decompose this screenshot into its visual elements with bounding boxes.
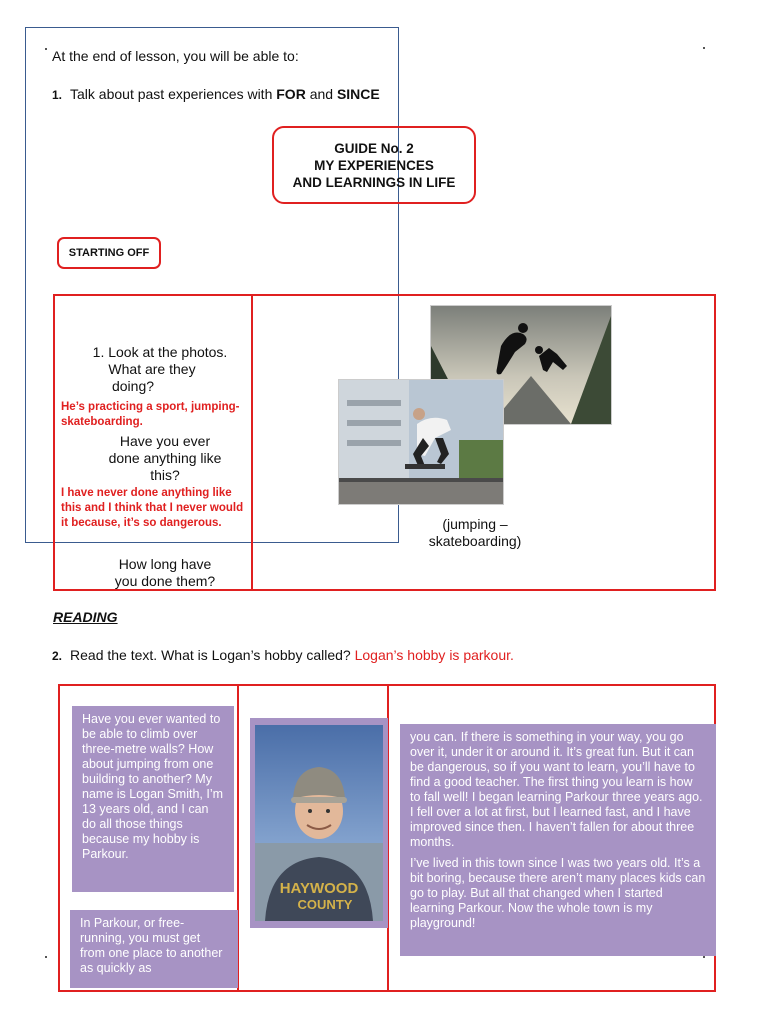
caption-line2: skateboarding) (428, 533, 522, 549)
objective-for: FOR (276, 86, 306, 102)
story-paragraph-2: I’ve lived in this town since I was two years old. It’s a bit boring, because there aren’t many places kids can go to play. But all that changed when I started learning Parkour. Now the whole town is my playground! (410, 856, 706, 930)
guide-title-line2: MY EXPERIENCES (314, 157, 434, 173)
margin-dot (45, 956, 47, 958)
question-3-line1: How long have (118, 556, 212, 572)
reading-question (52, 647, 514, 663)
question-1 (85, 344, 235, 395)
question-number: 2. (52, 649, 63, 663)
hoodie-text-line2: COUNTY (297, 897, 353, 912)
objective-since: SINCE (336, 86, 380, 102)
hoodie-text-line1: HAYWOOD (279, 880, 359, 897)
text-block-intro: Have you ever wanted to be able to climb over three-metre walls? How about jumping from one building to another? My name is Logan Smith, I’m 13 years old, and I can do all those things because my hobby is Parkour. (72, 706, 234, 892)
answer-2: I have never done anything like this and I think that I never would it because, it’s so dangerous. (61, 487, 244, 529)
objective-1 (52, 86, 380, 102)
question-1-line3: doing? (111, 378, 155, 394)
question-text: Read the text. What is Logan’s hobby called? (70, 647, 355, 663)
photo-caption (415, 516, 535, 550)
margin-dot (703, 47, 705, 49)
question-2 (85, 433, 245, 484)
reading-heading: READING (53, 609, 118, 625)
story-paragraph-1: you can. If there is something in your way, you go over it, under it or around it. It’s great fun. But it can be dangerous, so if you want to learn, you’ll have to find a good teacher. The first thing you learn is how to fall well! I began learning Parkour three years ago. I fell over a lot at first, but I learned fast, and I have improved since then. I haven’t fallen for about three months. (410, 730, 703, 849)
text-block-story (400, 724, 716, 956)
parkour-photo-jump (339, 380, 503, 504)
text-block-parkour: In Parkour, or free-running, you must get from one place to another as quickly as (70, 910, 238, 988)
question-3 (95, 556, 235, 590)
intro-text: At the end of lesson, you will be able to: (52, 48, 299, 64)
reading-table (58, 684, 716, 992)
guide-number: GUIDE No. 2 (334, 140, 414, 156)
question-1-line1: 1. Look at the photos. (92, 344, 228, 360)
guide-title-box (272, 126, 476, 204)
objective-number: 1. (52, 88, 63, 102)
objective-and: and (305, 86, 337, 102)
question-3-line2: you done them? (114, 573, 216, 589)
caption-line1: (jumping – (442, 516, 508, 532)
question-2-line2: done anything like (108, 450, 222, 466)
objective-text: Talk about past experiences with (70, 86, 277, 102)
table-divider (251, 296, 253, 589)
logan-photo-frame (250, 718, 388, 928)
question-answer: Logan’s hobby is parkour. (354, 647, 514, 663)
logan-photo (255, 725, 383, 921)
activity-table (53, 294, 716, 591)
guide-title-line3: AND LEARNINGS IN LIFE (292, 174, 456, 190)
starting-off-label: STARTING OFF (57, 237, 161, 269)
jump-illustration (339, 380, 503, 504)
question-2-line3: this? (150, 467, 180, 483)
answer-1: He’s practicing a sport, jumping-skateboarding. (61, 401, 240, 428)
question-2-line1: Have you ever (119, 433, 211, 449)
question-1-line2: What are they (108, 361, 196, 377)
